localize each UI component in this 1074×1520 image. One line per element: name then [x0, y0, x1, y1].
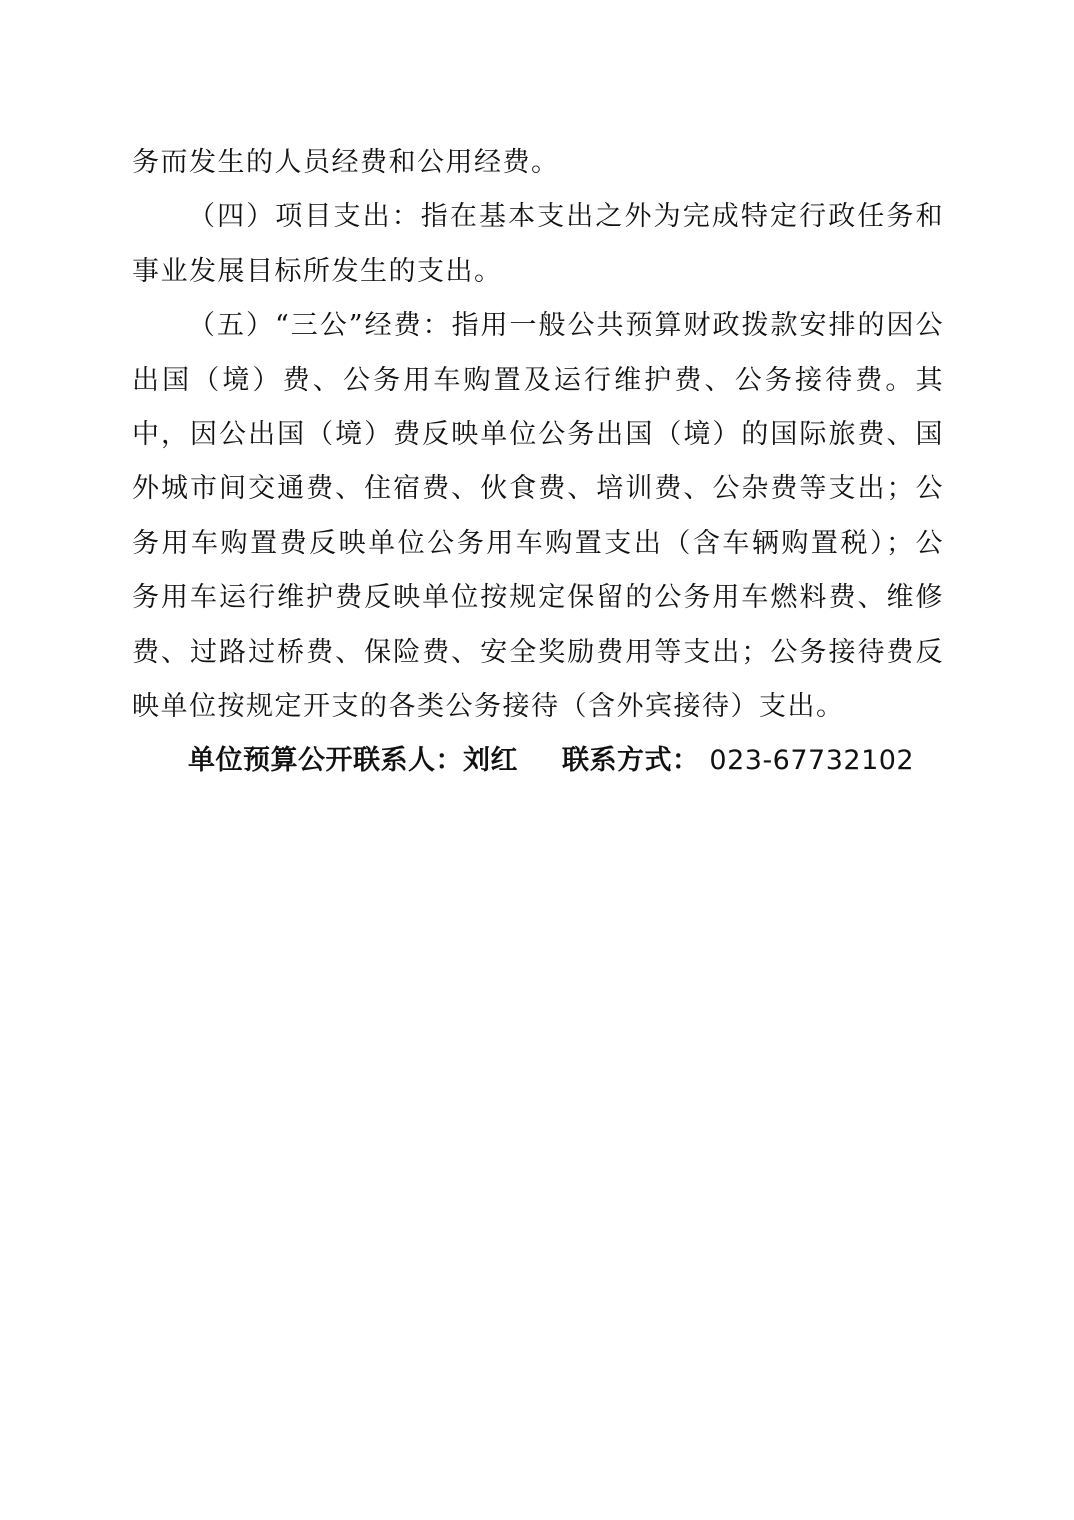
- contact-line: [132, 734, 944, 788]
- contact-person-label: 单位预算公开联系人：: [188, 745, 463, 777]
- paragraph-project-expenditure: （四）项目支出：指在基本支出之外为完成特定行政任务和事业发展目标所发生的支出。: [132, 201, 944, 287]
- paragraph-continuation: 务而发生的人员经费和公用经费。: [132, 147, 560, 178]
- contact-person-name: 刘红: [463, 745, 518, 777]
- document-body: [132, 136, 944, 789]
- contact-method-label: 联系方式：: [562, 745, 700, 777]
- contact-phone: 023-67732102: [709, 745, 915, 777]
- paragraph-three-public-expenses: （五）“三公”经费：指用一般公共预算财政拨款安排的因公出国（境）费、公务用车购置及运行维护费、公务接待费。其中，因公出国（境）费反映单位公务出国（境）的国际旅费、国外城市间交通费、住宿费、伙食费、培训费、公杂费等支出；公务用车购置费反映单位公务用车购置支出（含车辆购置税）；公务用车运行维护费反映单位按规定保留的公务用车燃料费、维修费、过路过桥费、保险费、安全奖励费用等支出；公务接待费反映单位按规定开支的各类公务接待（含外宾接待）支出。: [132, 310, 944, 723]
